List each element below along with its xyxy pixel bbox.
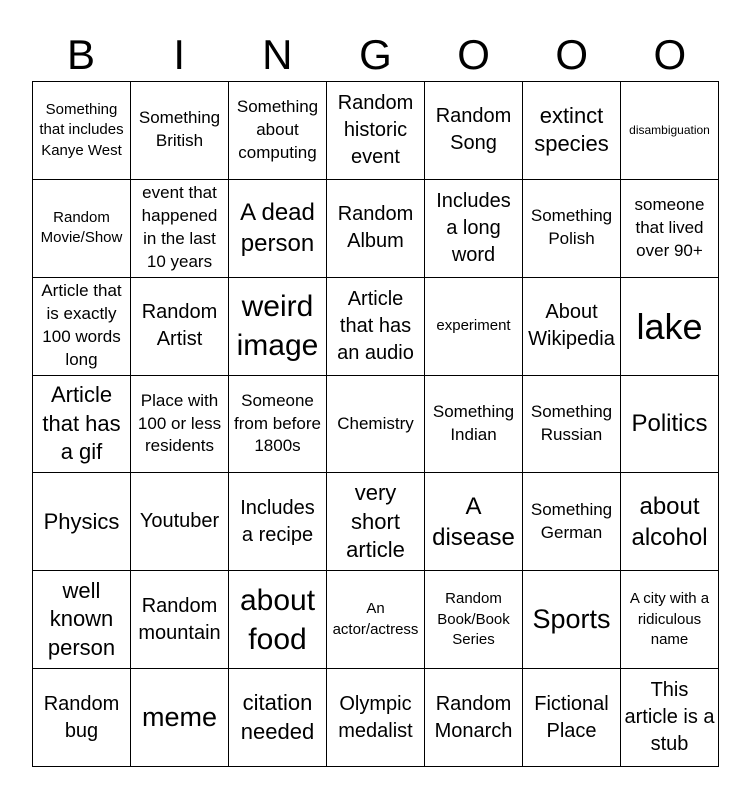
bingo-cell-r3-c5[interactable] [523,376,621,474]
bingo-cell-r2-c1[interactable] [131,278,229,376]
header-letter-o1: O [457,31,490,78]
bingo-cell-r5-c4[interactable] [425,571,523,669]
cell-label: Place with 100 or less residents [137,390,222,456]
header-letter-g: G [359,31,392,78]
cell-label: extinct species [534,102,609,157]
cell-label: Random Album [337,203,414,253]
header-letter-o2: O [555,31,589,78]
cell-label: Article that has a gif [42,382,121,465]
bingo-cell-r4-c2[interactable] [229,473,327,571]
header-letter-b: B [67,31,96,78]
cell-label: Sports [532,604,611,635]
bingo-cell-r3-c4[interactable] [425,376,523,474]
cell-label: Something Polish [530,206,613,249]
bingo-cell-r0-c5[interactable] [523,82,621,180]
cell-label: Random bug [43,692,120,742]
cell-label: Something British [138,108,221,151]
cell-label: well known person [47,577,116,660]
cell-label: Olympic medalist [338,692,413,742]
bingo-cell-r2-c3[interactable] [327,278,425,376]
bingo-header [32,28,719,82]
bingo-cell-r2-c0[interactable] [33,278,131,376]
bingo-cell-r5-c3[interactable] [327,571,425,669]
cell-label: Fictional Place [534,692,609,742]
bingo-cell-r6-c5[interactable] [523,669,621,767]
bingo-cell-r4-c3[interactable] [327,473,425,571]
bingo-cell-r1-c3[interactable] [327,180,425,278]
cell-label: Something German [530,499,613,542]
bingo-cell-r0-c1[interactable] [131,82,229,180]
bingo-cell-r4-c1[interactable] [131,473,229,571]
cell-label: Something that includes Kanye West [39,101,124,159]
cell-label: lake [636,305,703,347]
cell-label: meme [141,702,217,733]
cell-label: Something about computing [236,97,319,162]
cell-label: disambiguation [629,122,710,137]
cell-label: An actor/actress [332,600,419,638]
cell-label: Article that is exactly 100 words long [41,281,122,370]
cell-label: A disease [432,492,515,551]
cell-label: Politics [631,410,708,438]
cell-label: Random Monarch [434,692,513,742]
bingo-cell-r2-c2[interactable] [229,278,327,376]
cell-label: A dead person [240,199,315,258]
cell-label: Something Indian [432,402,515,444]
bingo-cell-r3-c2[interactable] [229,376,327,474]
bingo-cell-r5-c2[interactable] [229,571,327,669]
cell-label: someone that lived over 90+ [634,194,705,260]
cell-label: Random historic event [337,91,414,168]
cell-label: experiment [436,317,511,334]
cell-label: weird image [236,290,319,363]
cell-label: very short article [346,479,405,563]
bingo-cell-r6-c3[interactable] [327,669,425,767]
bingo-cell-r4-c4[interactable] [425,473,523,571]
bingo-cell-r6-c1[interactable] [131,669,229,767]
header-letter-i: I [173,31,186,78]
bingo-cell-r3-c0[interactable] [33,376,131,474]
bingo-cell-r6-c4[interactable] [425,669,523,767]
cell-label: Physics [43,508,120,534]
cell-label: Random Movie/Show [40,209,123,247]
cell-label: Something Russian [530,402,613,444]
bingo-cell-r5-c0[interactable] [33,571,131,669]
bingo-cell-r1-c2[interactable] [229,180,327,278]
cell-label: about alcohol [631,492,708,551]
header-letter-n: N [262,31,293,78]
bingo-cell-r4-c6[interactable] [621,473,719,571]
cell-label: Random Artist [141,301,218,351]
bingo-cell-r5-c1[interactable] [131,571,229,669]
bingo-cell-r0-c3[interactable] [327,82,425,180]
bingo-cell-r4-c5[interactable] [523,473,621,571]
cell-label: citation needed [240,689,315,744]
bingo-cell-r6-c2[interactable] [229,669,327,767]
bingo-cell-r4-c0[interactable] [33,473,131,571]
bingo-cell-r1-c0[interactable] [33,180,131,278]
bingo-cell-r3-c3[interactable] [327,376,425,474]
cell-label: Article that has an audio [337,287,414,364]
bingo-cell-r0-c6[interactable] [621,82,719,180]
cell-label: event that happened in the last 10 years [141,183,218,272]
bingo-cell-r5-c5[interactable] [523,571,621,669]
bingo-cell-r0-c0[interactable] [33,82,131,180]
bingo-cell-r6-c0[interactable] [33,669,131,767]
bingo-cell-r1-c6[interactable] [621,180,719,278]
bingo-cell-r2-c6[interactable] [621,278,719,376]
cell-label: A city with a ridiculous name [629,590,710,648]
bingo-cell-r6-c6[interactable] [621,669,719,767]
bingo-cell-r3-c6[interactable] [621,376,719,474]
bingo-cell-r2-c4[interactable] [425,278,523,376]
cell-label: Chemistry [337,413,414,433]
bingo-cell-r1-c4[interactable] [425,180,523,278]
bingo-cell-r1-c5[interactable] [523,180,621,278]
header-letter-o3: O [653,31,687,78]
cell-label: Random Song [435,105,512,155]
bingo-board [32,81,719,767]
bingo-cell-r5-c6[interactable] [621,571,719,669]
cell-label: about food [239,583,316,656]
bingo-cell-r0-c4[interactable] [425,82,523,180]
bingo-cell-r3-c1[interactable] [131,376,229,474]
cell-label: Youtuber [139,510,220,533]
cell-label: Random mountain [138,594,221,644]
bingo-cell-r2-c5[interactable] [523,278,621,376]
bingo-cell-r1-c1[interactable] [131,180,229,278]
cell-label: Someone from before 1800s [234,390,321,456]
cell-label: Includes a long word [436,189,511,266]
cell-label: This article is a stub [624,679,715,756]
cell-label: Includes a recipe [240,496,315,546]
bingo-cell-r0-c2[interactable] [229,82,327,180]
cell-label: About Wikipedia [528,301,615,351]
cell-label: Random Book/Book Series [437,590,510,648]
